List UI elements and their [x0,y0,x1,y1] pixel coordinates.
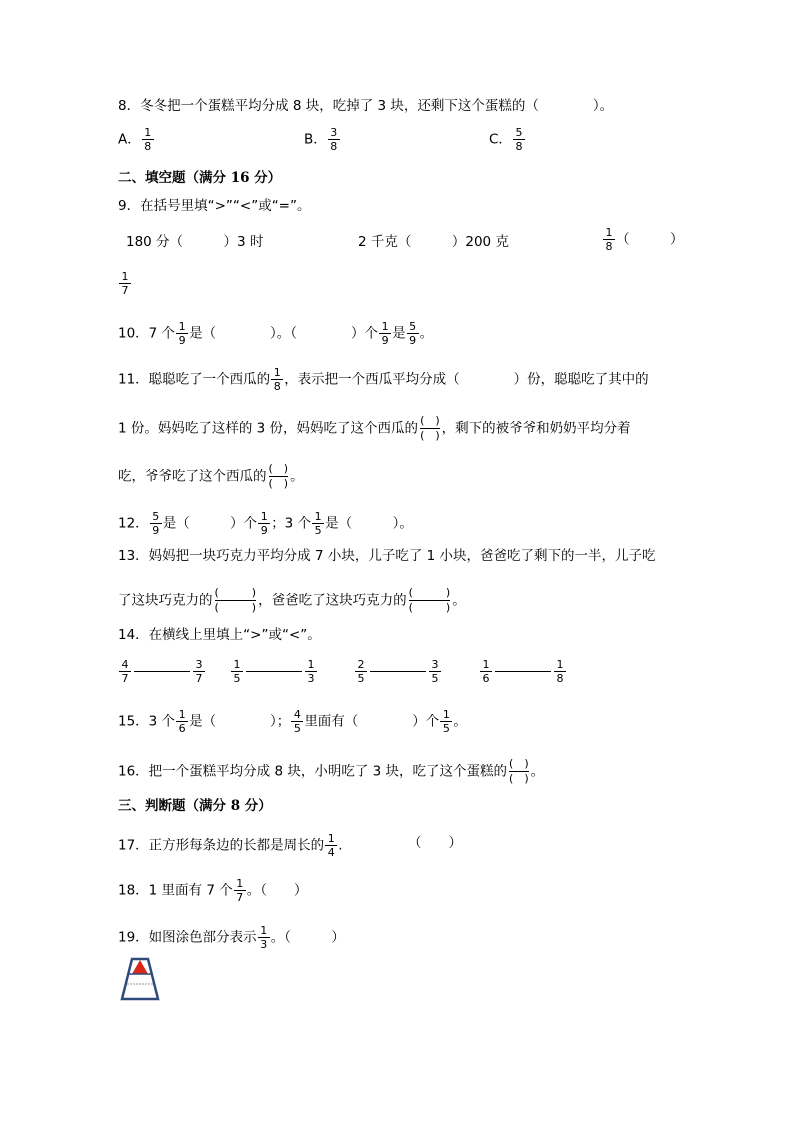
numerator: ( ) [268,462,289,475]
numerator: 3 [429,658,441,672]
fraction [193,658,205,685]
trapezoid-figure [118,956,162,1002]
denominator: 9 [152,524,160,537]
numerator: ( ) [420,414,440,427]
text-segment: 16．把一个蛋糕平均分成 8 块，小明吃了 3 块，吃了这个蛋糕的 [118,763,508,780]
denominator: 7 [121,284,129,297]
text-segment: 是（ ）； [189,713,291,730]
denominator: ( ) [509,772,529,785]
fraction [176,708,188,735]
denominator: ( ) [408,601,451,614]
denominator: 9 [381,334,389,347]
section-3-title: 三、判断题（满分 8 分） [118,798,272,814]
question-16 [118,757,544,786]
question-12 [118,510,413,537]
denominator: 5 [293,722,301,735]
text-segment: . [338,837,343,854]
answer-blank-fraction [269,462,289,491]
q9-item-2: 2 千克（ ）200 克 [358,234,509,250]
denominator: 5 [314,524,322,537]
answer-blank-fraction [215,586,257,615]
denominator: 4 [327,846,335,859]
question-8-text: 8．冬冬把一个蛋糕平均分成 8 块，吃掉了 3 块，还剩下这个蛋糕的（ ）。 [118,98,614,114]
numerator: 1 [176,708,188,722]
question-8 [118,96,613,116]
denominator: 7 [236,891,244,904]
q14-pair-3 [354,658,442,685]
fraction [513,126,525,153]
numerator: 1 [271,366,283,380]
fraction [305,658,317,685]
text-segment: 。 [530,763,545,780]
fraction [291,708,303,735]
numerator: 1 [554,658,566,672]
text-segment: 18．1 里面有 7 个 [118,882,233,899]
denominator: 6 [482,672,490,685]
fraction [407,320,419,347]
question-10 [118,320,433,347]
question-18 [118,877,307,904]
answer-blank-fraction [509,757,529,786]
text-segment: 了这块巧克力的 [118,592,213,609]
question-11-line-1 [118,366,649,393]
numerator: 1 [379,320,391,334]
fraction [355,658,367,685]
text-segment: ，表示把一个西瓜平均分成（ ）份，聪聪吃了其中的 [284,371,649,388]
numerator: ( ) [509,757,529,770]
fraction [176,320,188,347]
numerator: 5 [150,510,162,524]
fraction [603,226,615,253]
fraction [312,510,324,537]
numerator: 2 [355,658,367,672]
denominator: 3 [307,672,315,685]
numerator: 1 [142,126,154,140]
fraction [142,126,154,153]
question-11-line-2 [118,414,631,443]
text-segment: 。 [452,592,466,609]
question-11-line-3 [118,462,304,491]
numerator: ( ) [408,586,451,599]
answer-line[interactable] [134,671,190,672]
fraction [271,366,283,393]
question-15 [118,708,467,735]
denominator: 8 [556,672,564,685]
text-segment: ；3 个 [271,515,312,532]
text-segment: ，剩下的被爷爷和奶奶平均分着 [441,420,631,437]
numerator: 1 [325,832,337,846]
answer-line[interactable] [246,671,302,672]
fraction [150,510,162,537]
numerator: 3 [328,126,340,140]
option-c [489,126,526,153]
section-2-title: 二、填空题（满分 16 分） [118,170,282,186]
text-segment: B． [304,131,327,148]
q9-item-3-continued [118,270,132,297]
denominator: 7 [121,672,129,685]
denominator: 6 [178,722,186,735]
option-b [304,126,341,153]
fraction [440,708,452,735]
text-segment: 11．聪聪吃了一个西瓜的 [118,371,271,388]
text-segment: 是（ ）。 [325,515,413,532]
denominator: 9 [409,334,417,347]
denominator: 7 [195,672,203,685]
text-segment: 。 [419,325,434,342]
fraction [328,126,340,153]
fraction [554,658,566,685]
text-segment: 是（ ）个 [162,515,258,532]
denominator: 8 [273,380,281,393]
denominator: 8 [605,240,613,253]
text-segment: 。 [453,713,467,730]
text-segment: 19．如图涂色部分表示 [118,929,257,946]
answer-line[interactable] [495,671,551,672]
numerator: 3 [193,658,205,672]
numerator: 1 [603,226,615,240]
denominator: 8 [330,140,338,153]
text-segment: C． [489,131,512,148]
denominator: 8 [515,140,523,153]
text-segment: 是 [392,325,406,342]
numerator: 1 [231,658,243,672]
q17-answer-paren[interactable]: （ ） [408,835,462,851]
numerator: 5 [513,126,525,140]
text-segment: 12． [118,515,149,532]
text-segment: （ ） [616,231,684,248]
numerator: 4 [119,658,131,672]
text-segment: 里面有（ ）个 [304,713,440,730]
question-14: 14．在横线上里填上“>”或“<”。 [118,627,321,643]
denominator: 9 [178,334,186,347]
numerator: ( ) [214,586,257,599]
numerator: 1 [480,658,492,672]
numerator: 1 [258,924,270,938]
numerator: 4 [291,708,303,722]
answer-blank-fraction [409,586,451,615]
numerator: 1 [258,510,270,524]
question-13-line-2 [118,586,466,615]
text-segment: 17．正方形每条边的长都是周长的 [118,837,325,854]
denominator: ( ) [420,429,440,442]
text-segment: 10．7 个 [118,325,176,342]
denominator: ( ) [268,477,289,490]
denominator: 5 [431,672,439,685]
fraction [119,270,131,297]
fraction [234,877,246,904]
q14-pair-1 [118,658,206,685]
question-13-line-1: 13．妈妈把一块巧克力平均分成 7 小块，儿子吃了 1 小块，爸爸吃了剩下的一半，儿子吃 [118,548,656,564]
q14-pair-4 [479,658,567,685]
answer-line[interactable] [370,671,426,672]
numerator: 1 [305,658,317,672]
fraction [325,832,337,859]
denominator: 9 [260,524,268,537]
numerator: 1 [234,877,246,891]
denominator: 5 [357,672,365,685]
fraction [258,510,270,537]
option-a [118,126,155,153]
numerator: 1 [440,708,452,722]
numerator: 5 [407,320,419,334]
question-9: 9．在括号里填“>”“<”或“=”。 [118,198,311,214]
question-19 [118,924,345,951]
denominator: ( ) [214,601,257,614]
numerator: 1 [119,270,131,284]
question-17 [118,832,342,859]
text-segment: ，爸爸吃了这块巧克力的 [258,592,407,609]
fraction [429,658,441,685]
denominator: 5 [442,722,450,735]
fraction [480,658,492,685]
q14-pair-2 [230,658,318,685]
denominator: 5 [233,672,241,685]
text-segment: 是（ ）。（ ）个 [189,325,379,342]
fraction [231,658,243,685]
fraction [119,658,131,685]
fraction [379,320,391,347]
q9-item-3 [602,226,684,253]
numerator: 1 [176,320,188,334]
answer-blank-fraction [420,414,440,443]
denominator: 3 [260,938,268,951]
q9-item-1: 180 分（ ）3 时 [126,234,264,250]
numerator: 1 [312,510,324,524]
denominator: 8 [144,140,152,153]
text-segment: A． [118,131,141,148]
text-segment: 。（ ） [246,882,308,899]
text-segment: 1 份。妈妈吃了这样的 3 份，妈妈吃了这个西瓜的 [118,420,419,437]
text-segment: 。 [290,468,304,485]
text-segment: 吃，爷爷吃了这个西瓜的 [118,468,267,485]
fraction [258,924,270,951]
text-segment: 15．3 个 [118,713,176,730]
text-segment: 。（ ） [270,929,345,946]
